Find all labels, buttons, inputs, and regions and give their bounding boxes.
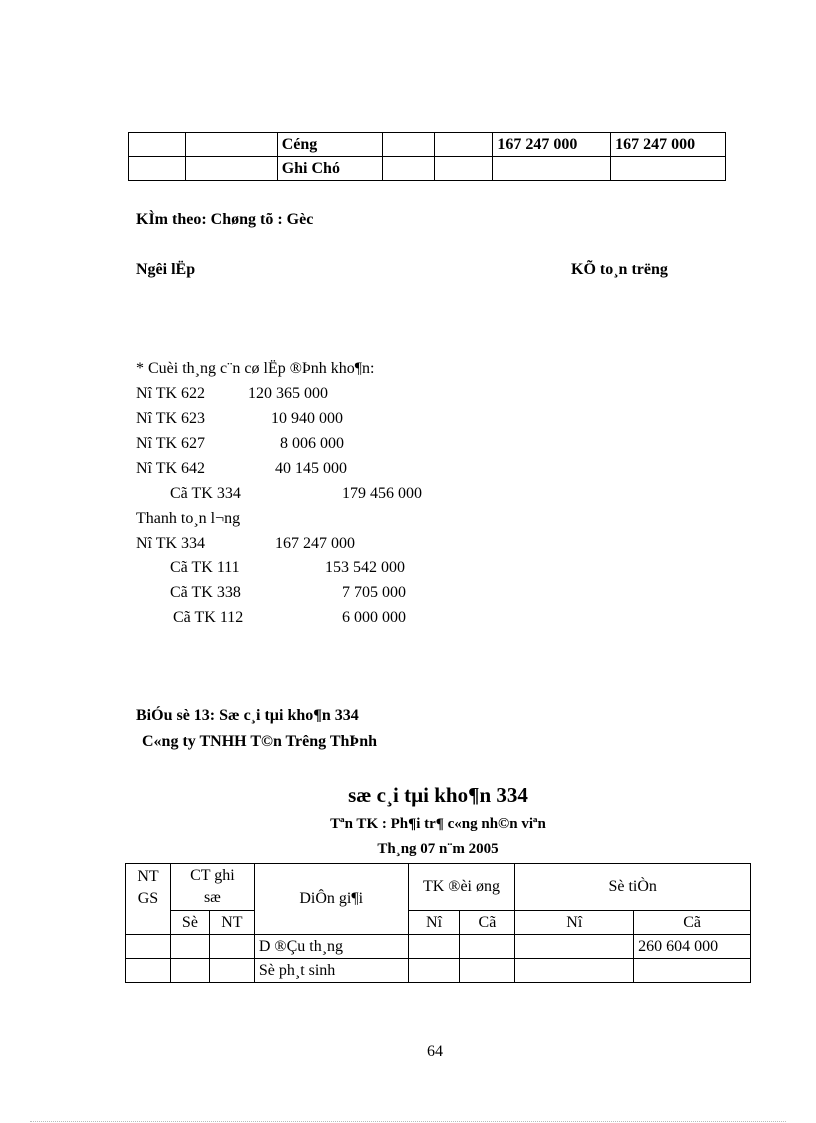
table-row [126,935,751,959]
entries-title: * Cuèi th¸ng c¨n cø lËp ®Þnh kho¶n: [136,360,375,377]
total-credit: 167 247 000 [611,133,726,157]
page-edge-divider [30,1121,786,1122]
entry-account: Nî TK 622 [136,385,206,402]
entry-account: Cã TK 111 [170,559,240,576]
col-header-tk-co: Cã [460,911,515,935]
entry-amount: 179 456 000 [342,485,422,502]
total-debit: 167 247 000 [493,133,611,157]
col-header-amount-no: Nî [515,911,634,935]
entry-amount: 167 247 000 [275,535,355,552]
entry-subtitle: Thanh to¸n l¬ng [136,510,241,527]
entry-account: Cã TK 112 [173,609,244,626]
note-label: Ghi Chó [277,157,382,181]
table-header-row [126,864,751,911]
table-row [126,959,751,983]
top-table [128,132,726,181]
ledger-account-name: Tªn TK : Ph¶i tr¶ c«ng nh©n viªn [330,816,546,832]
entry-account: Nî TK 627 [136,435,206,452]
col-header-tk-no: Nî [408,911,460,935]
entry-amount: 40 145 000 [275,460,347,477]
signer-chief-accountant: KÕ to¸n trëng [571,261,668,278]
table-subheader-row [126,911,751,935]
ledger-table [125,863,751,983]
col-header-nt: NT [209,911,254,935]
row-desc: D ®Çu th¸ng [254,935,408,959]
entry-account: Nî TK 623 [136,410,206,427]
entry-amount: 8 006 000 [280,435,344,452]
entry-amount: 10 940 000 [271,410,343,427]
page-number: 64 [427,1043,443,1060]
col-header-amount: Sè tiÒn [515,864,751,911]
ledger-title: sæ c¸i tµi kho¶n 334 [348,783,528,807]
col-header-amount-co: Cã [634,911,751,935]
col-header-so: Sè [170,911,209,935]
col-header-ct: CT ghi sæ [170,864,254,911]
row-desc: Sè ph¸t sinh [254,959,408,983]
entry-account: Nî TK 334 [136,535,206,552]
col-header-tk: TK ®èi øng [408,864,515,911]
col-header-ntgs: NT GS [126,864,171,935]
entry-account: Cã TK 338 [170,584,241,601]
ledger-month: Th¸ng 07 n¨m 2005 [377,841,499,857]
signer-preparer: Ngêi lËp [136,261,196,278]
attachment-note: KÌm theo: Chøng tõ : Gèc [136,211,314,228]
entry-account: Cã TK 334 [170,485,241,502]
entry-amount: 7 705 000 [342,584,406,601]
total-label: Céng [277,133,382,157]
entry-amount: 120 365 000 [248,385,328,402]
form-label: BiÓu sè 13: Sæ c¸i tµi kho¶n 334 [136,707,359,724]
table-row [129,133,726,157]
company-name: C«ng ty TNHH T©n Trêng ThÞnh [142,733,377,750]
row-co [634,959,751,983]
col-header-desc: DiÔn gi¶i [254,864,408,935]
table-row [129,157,726,181]
entry-account: Nî TK 642 [136,460,206,477]
entry-amount: 153 542 000 [325,559,405,576]
entry-amount: 6 000 000 [342,609,406,626]
row-co: 260 604 000 [634,935,751,959]
